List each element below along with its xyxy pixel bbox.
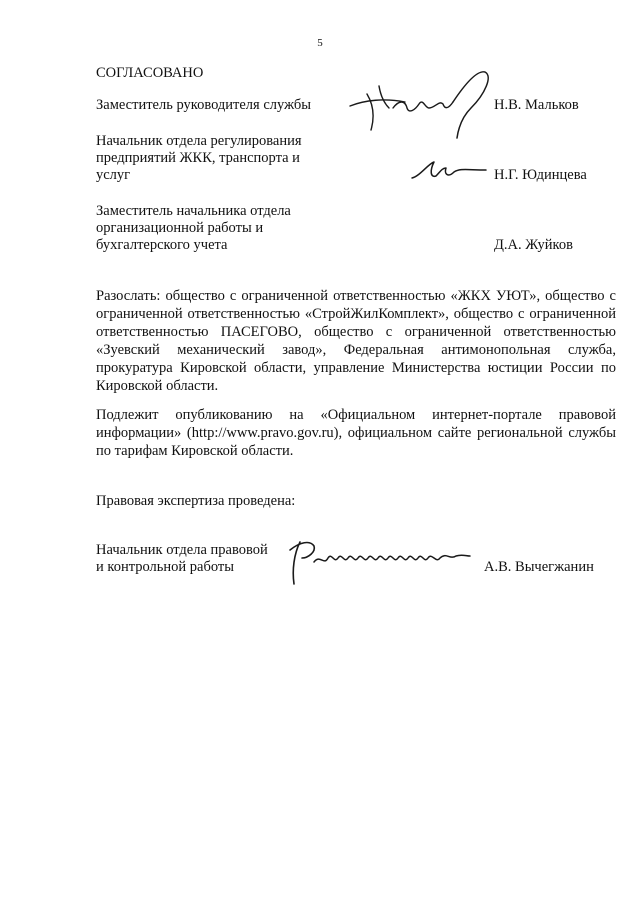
approval-2-position-line-2: предприятий ЖКК, транспорта и <box>96 150 300 166</box>
approval-3-position-line-1: Заместитель начальника отдела <box>96 203 291 219</box>
signature-yudintseva <box>410 156 490 184</box>
legal-review-statement: Правовая экспертиза проведена: <box>96 493 296 509</box>
approval-2-position-line-1: Начальник отдела регулирования <box>96 133 302 149</box>
approved-heading: СОГЛАСОВАНО <box>96 65 204 81</box>
approval-1-name: Н.В. Мальков <box>494 97 579 113</box>
publication-paragraph: Подлежит опубликованию на «Официальном интернет-портале правовой информации» (http://www.pravo.gov.ru), официальном сайте региональной службы по тарифам Кировской области. <box>96 407 616 459</box>
approval-3-name: Д.А. Жуйков <box>494 237 573 253</box>
signature-vychegzhanin <box>280 536 480 588</box>
legal-review-position-line-1: Начальник отдела правовой <box>96 542 268 558</box>
legal-review-position-line-2: и контрольной работы <box>96 559 234 575</box>
distribution-paragraph: Разослать: общество с ограниченной ответственностью «ЖКХ УЮТ», общество с ограниченной ответственностью «СтройЖилКомплект», общество с ограниченной ответственностью ПАСЕГОВО, общество с ограниченной ответственностью «Зуевский механический завод», Федеральная антимонопольная служба, прокуратура Кировской области, управление Министерства юстиции России по Кировской области. <box>96 288 616 394</box>
approval-2-position-line-3: услуг <box>96 167 131 183</box>
approval-3-position-line-2: организационной работы и <box>96 220 264 236</box>
legal-review-name: А.В. Вычегжанин <box>484 559 594 575</box>
approval-2-name: Н.Г. Юдинцева <box>494 167 587 183</box>
page-number: 5 <box>317 37 323 49</box>
approval-1-position: Заместитель руководителя службы <box>96 97 312 113</box>
signature-malkov <box>345 64 505 144</box>
approval-3-position-line-3: бухгалтерского учета <box>96 237 228 253</box>
